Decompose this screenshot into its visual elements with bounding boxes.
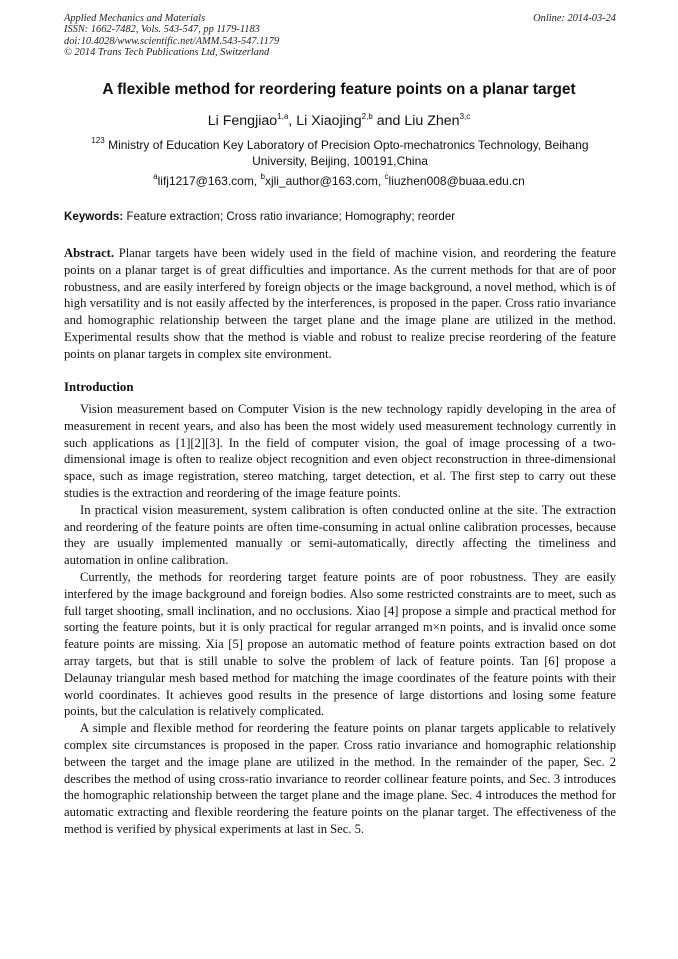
author-separator: ,: [288, 113, 297, 129]
email-address: lifj1217@163.com,: [157, 174, 261, 188]
issn-line: ISSN: 1662-7482, Vols. 543-547, pp 1179-1183: [64, 24, 260, 36]
email-address: xjli_author@163.com,: [264, 174, 385, 188]
paper-title: A flexible method for reordering feature points on a planar target: [102, 81, 576, 98]
keywords: [64, 209, 616, 225]
journal-header: [64, 13, 616, 59]
online-date: Online: 2014-03-24: [533, 13, 616, 24]
keywords-label: Keywords:: [64, 210, 124, 223]
author-name: Liu Zhen: [404, 113, 460, 129]
author-superscript: 2,b: [361, 112, 373, 121]
copyright-line: © 2014 Trans Tech Publications Ltd, Switzerland: [64, 47, 270, 59]
introduction-body: [64, 401, 616, 838]
abstract: [64, 245, 616, 363]
abstract-text: Planar targets have been widely used in the field of machine vision, and reordering the feature points on a planar target is of great difficulties and importance. As the current methods for that are of poor robustness, and are easily interfered by foreign objects or the image background, a novel method, which is of high versatility and is not easily affected by the interferences, is proposed in the paper. Cross ratio invariance and homographic relationship between the target plane and the image plane are utilized in the method. Experimental results show that the method is viable and robust to realize precise reordering of the feature points on planar targets in complex site environment.: [64, 246, 616, 361]
doi-line: doi:10.4028/www.scientific.net/AMM.543-547.1179: [64, 35, 280, 47]
email-address: liuzhen008@buaa.edu.cn: [388, 174, 525, 188]
author-list: [40, 112, 638, 131]
author-emails: [40, 173, 638, 189]
email-superscript: a: [153, 172, 158, 181]
paragraph: Vision measurement based on Computer Vision is the new technology rapidly developing in the area of measurement in recent years, and also has been the most widely used measurement technology currently in such applications as [1][2][3]. In the field of computer vision, the goal of image processing of a two-dimensional image is often to realize object recognition and even object reconstruction in three-dimensional space, such as image registration, stereo matching, target detection, et al. The first step to carry out these studies is the extraction and reordering of the image feature points.: [64, 402, 616, 500]
affiliation-superscript: 123: [91, 136, 105, 145]
author-name: Li Xiaojing: [296, 113, 362, 129]
author-superscript: 3,c: [459, 112, 471, 121]
paragraph: Currently, the methods for reordering target feature points are of poor robustness. They are easily interfered by the image background and foreign bodies. Also some restricted constraints are to meet, such as full target shooting, small inclination, and no occlusions. Xiao [4] propose a simple and practical method for sorting the feature points, but it is only practical for regular arranged m×n points, and is invalid once some feature points are missing. Xia [5] propose an automatic method of feature points extraction based on dot array targets, but that is still unable to solve the problem of lack of feature points. Tan [6] propose a Delaunay triangular mesh based method for matching the image coordinates of the feature points with their world coordinates. It achieves good results in the presence of large distortions and losing some feature points, but the calculation is relatively complicated.: [64, 569, 616, 719]
email-superscript: c: [384, 172, 389, 181]
paragraph: A simple and flexible method for reordering the feature points on planar targets applicable to relatively complex site circumstances is proposed in the paper. Cross ratio invariance and homographic relationship between the target and the image plane are utilized in the method. In the remainder of the paper, Sec. 2 describes the method of using cross-ratio invariance to reorder collinear feature points, and Sec. 3 introduces the homographic relationship between the target plane and the image plane. Sec. 4 introduces the method for automatic extracting and flexible reordering the feature points on the planar target. The effectiveness of the method is verified by physical experiments at last in Sec. 5.: [64, 721, 616, 836]
affiliation: [70, 137, 610, 169]
paragraph: In practical vision measurement, system calibration is often conducted online at the site. The extraction and reordering of the feature points are often time-consuming in actual online calibration processes, because they are usually implemented manually or semi-automatically, directly affecting the timeliness and automation in online calibration.: [64, 502, 616, 568]
section-heading-introduction: Introduction: [64, 380, 134, 394]
email-superscript: b: [260, 172, 265, 181]
author-name: Li Fengjiao: [207, 113, 278, 129]
abstract-label: Abstract.: [64, 246, 115, 260]
journal-name: Applied Mechanics and Materials: [64, 13, 206, 24]
author-separator: and: [376, 113, 405, 129]
affiliation-text: Ministry of Education Key Laboratory of Precision Opto-mechatronics Technology, Beihang University, Beijing, 100191,China: [104, 138, 589, 168]
author-superscript: 1,a: [277, 112, 289, 121]
keywords-text: Feature extraction; Cross ratio invariance; Homography; reorder: [123, 210, 456, 223]
